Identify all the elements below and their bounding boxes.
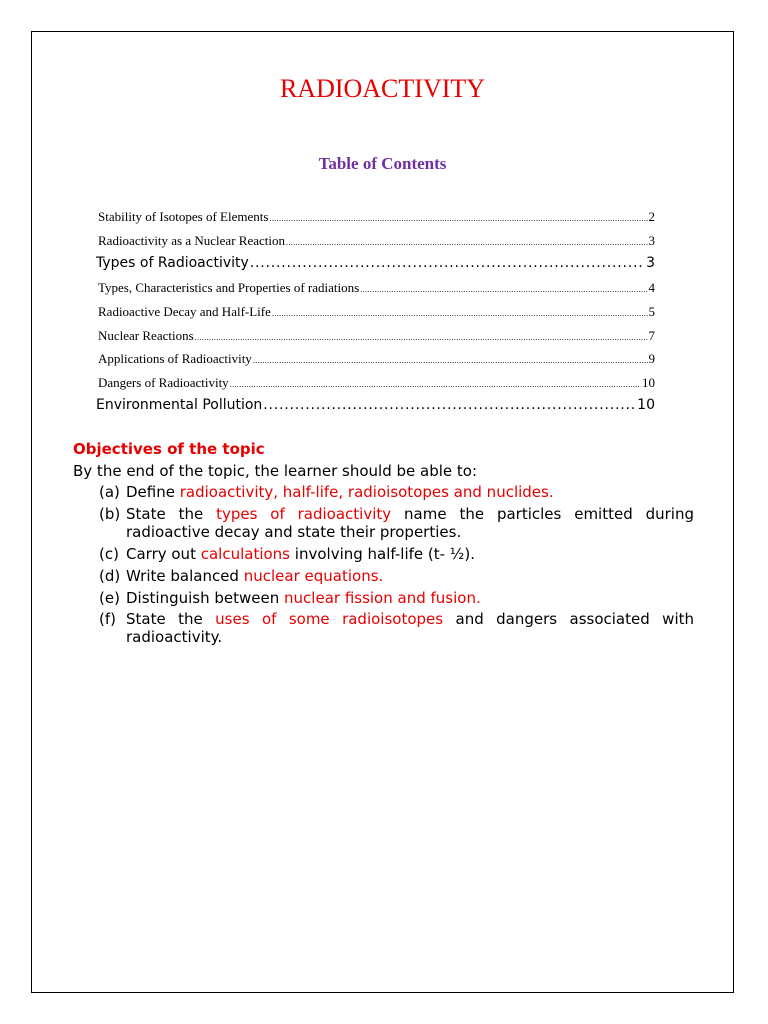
toc-entry[interactable] <box>98 351 655 367</box>
objective-item <box>99 483 694 501</box>
objective-marker: (f) <box>99 610 116 628</box>
toc-entry-page: 10 <box>637 397 655 413</box>
objective-highlight: nuclear fission and fusion. <box>284 589 481 607</box>
toc-leader-dots <box>286 233 648 249</box>
objective-item <box>99 610 694 646</box>
toc-entry[interactable] <box>98 209 655 225</box>
toc-entry-label: Radioactive Decay and Half-Life <box>98 304 271 319</box>
objective-text: State the <box>126 505 204 523</box>
toc-leader-dots <box>195 328 648 344</box>
toc-entry[interactable] <box>98 375 655 391</box>
objective-text: Write balanced <box>126 567 239 585</box>
toc-entry-page: 9 <box>648 351 655 366</box>
toc-leader-dots <box>272 304 648 320</box>
objective-text-after: name the particles emitted during <box>404 505 695 523</box>
objective-item <box>99 589 694 607</box>
document-page <box>31 31 734 993</box>
objective-text-after: and dangers associated with <box>455 610 694 628</box>
objective-highlight: radioactivity, half-life, radioisotopes and nuclides. <box>179 483 554 501</box>
objectives-heading: Objectives of the topic <box>73 440 265 458</box>
objective-marker: (d) <box>99 567 121 585</box>
toc-entry-page: 7 <box>648 328 655 343</box>
document-title: RADIOACTIVITY <box>279 74 486 103</box>
objective-item <box>99 545 694 563</box>
toc-leader-dots <box>230 375 641 391</box>
toc-entry-page: 2 <box>648 209 655 224</box>
objective-marker: (e) <box>99 589 120 607</box>
objective-line <box>99 505 694 523</box>
objective-highlight: nuclear equations. <box>243 567 384 585</box>
objective-marker: (b) <box>99 505 121 523</box>
toc-leader-dots <box>269 209 647 225</box>
objective-text: Define <box>126 483 175 501</box>
toc-entry-label: Types of Radioactivity <box>96 255 249 271</box>
toc-entry-label: Radioactivity as a Nuclear Reaction <box>98 233 285 248</box>
objective-text-after: involving half-life (t- ½). <box>294 545 475 563</box>
toc-leader-dots <box>250 255 645 271</box>
toc-entry-label: Applications of Radioactivity <box>98 351 252 366</box>
toc-entry[interactable] <box>96 397 655 413</box>
objective-item <box>99 505 694 541</box>
toc-leader-dots <box>360 280 647 296</box>
toc-entry[interactable] <box>98 304 655 320</box>
objective-marker: (a) <box>99 483 120 501</box>
toc-entry-page: 10 <box>642 375 655 390</box>
toc-entry-page: 3 <box>648 233 655 248</box>
toc-entry-page: 3 <box>646 255 655 271</box>
objective-highlight: types of radioactivity <box>216 505 392 523</box>
objective-line <box>99 610 694 628</box>
objective-continuation: radioactive decay and state their properties. <box>126 523 462 541</box>
objective-marker: (c) <box>99 545 119 563</box>
toc-entry[interactable] <box>98 280 655 296</box>
objective-text: Carry out <box>126 545 196 563</box>
toc-entry-page: 5 <box>648 304 655 319</box>
objectives-intro: By the end of the topic, the learner should be able to: <box>73 462 478 480</box>
toc-heading: Table of Contents <box>318 154 447 173</box>
toc-leader-dots <box>253 351 648 367</box>
objective-text: Distinguish between <box>126 589 280 607</box>
toc-entry-page: 4 <box>648 280 655 295</box>
toc-entry-label: Environmental Pollution <box>96 397 263 413</box>
toc-leader-dots <box>263 397 636 413</box>
objective-continuation: radioactivity. <box>126 628 223 646</box>
toc-entry[interactable] <box>98 328 655 344</box>
toc-entry[interactable] <box>96 255 655 271</box>
toc-entry-label: Nuclear Reactions <box>98 328 194 343</box>
toc-entry[interactable] <box>98 233 655 249</box>
toc-entry-label: Dangers of Radioactivity <box>98 375 229 390</box>
objective-highlight: calculations <box>200 545 291 563</box>
toc-entry-label: Types, Characteristics and Properties of radiations <box>98 280 360 295</box>
objective-highlight: uses of some radioisotopes <box>215 610 444 628</box>
toc-entry-label: Stability of Isotopes of Elements <box>98 209 269 224</box>
objective-text: State the <box>126 610 203 628</box>
objective-item <box>99 567 694 585</box>
